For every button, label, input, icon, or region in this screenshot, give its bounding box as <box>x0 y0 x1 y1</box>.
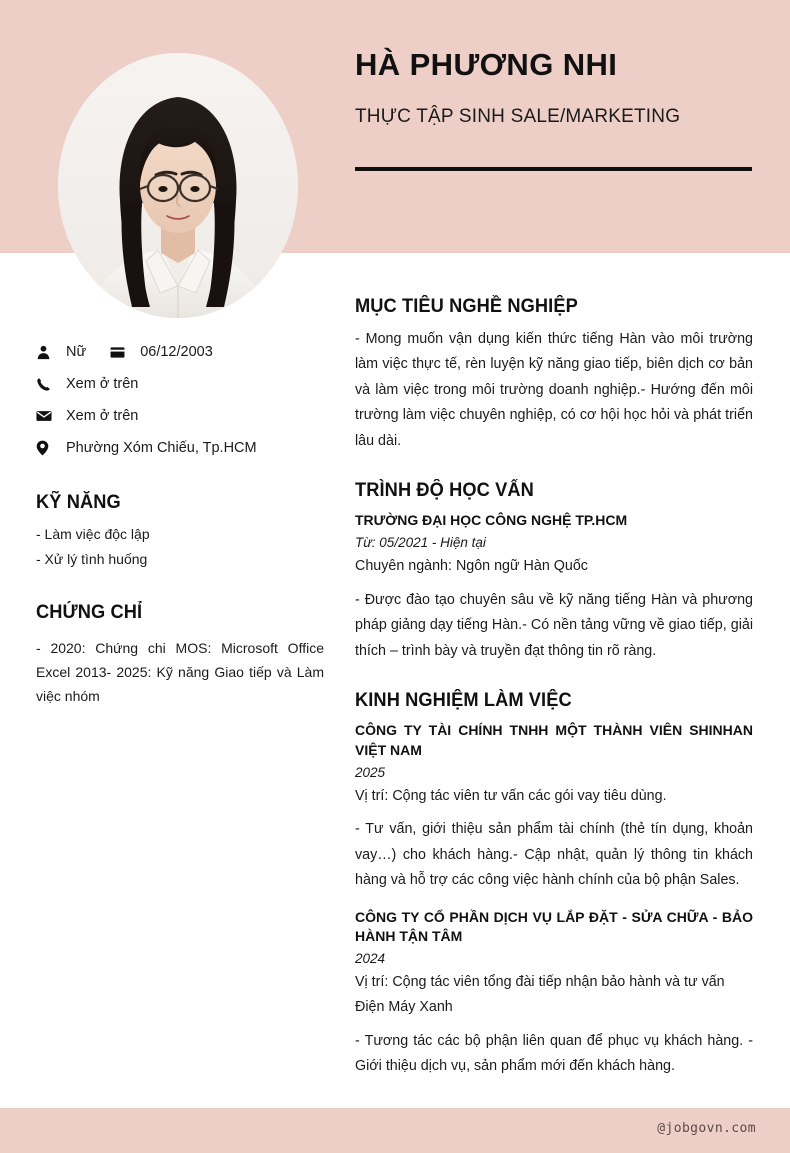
page-title: HÀ PHƯƠNG NHI <box>355 47 618 82</box>
contact-item-address <box>36 440 257 456</box>
experience-company: CÔNG TY TÀI CHÍNH TNHH MỘT THÀNH VIÊN SHINHAN VIỆT NAM <box>355 721 753 758</box>
education-heading: TRÌNH ĐỘ HỌC VẤN <box>355 480 534 502</box>
experience-entry <box>355 721 753 894</box>
experience-company: CÔNG TY CỔ PHẦN DỊCH VỤ LẮP ĐẶT - SỬA CHỮA - BẢO HÀNH TẬN TÂM <box>355 908 753 945</box>
contact-item-birthday <box>110 344 213 360</box>
certificates-heading: CHỨNG CHỈ <box>36 601 143 623</box>
education-major: Chuyên ngành: Ngôn ngữ Hàn Quốc <box>355 558 588 575</box>
person-icon <box>36 345 56 360</box>
objective-text: - Mong muốn vận dụng kiến thức tiếng Hàn vào môi trường làm việc thực tế, rèn luyện kỹ năng giao tiếp, biên dịch cơ bản và làm việc trong môi trường doanh nghiệp.- Hướng đến môi trường làm việc chuyên nghiệp, có cơ hội học hỏi và phát triển lâu dài. <box>355 331 753 449</box>
experience-entry <box>355 908 753 1080</box>
experience-description: - Tư vấn, giới thiệu sản phẩm tài chính (thẻ tín dụng, khoản vay…) cho khách hàng.- Cập nhật, quản lý thông tin khách hàng và hỗ trợ các công việc hành chính của bộ phận Sales. <box>355 821 753 889</box>
calendar-icon <box>110 346 130 359</box>
skill-item: - Xử lý tình huống <box>36 551 148 568</box>
location-pin-icon <box>36 440 56 456</box>
contact-item-phone <box>36 376 138 392</box>
contact-row-address <box>36 432 324 464</box>
contact-item-gender <box>36 344 86 360</box>
contact-value-email: Xem ở trên <box>66 408 139 424</box>
contact-row-phone <box>36 368 324 400</box>
education-school: TRƯỜNG ĐẠI HỌC CÔNG NGHỆ TP.HCM <box>355 512 628 529</box>
contact-value-phone: Xem ở trên <box>66 376 139 392</box>
objective-heading: MỤC TIÊU NGHỀ NGHIỆP <box>355 296 578 317</box>
education-period: Từ: 05/2021 - Hiện tại <box>355 535 486 551</box>
job-title-subtitle: THỰC TẬP SINH SALE/MARKETING <box>355 106 681 128</box>
skills-heading: KỸ NĂNG <box>36 492 121 513</box>
experience-year: 2024 <box>355 951 386 967</box>
education-section <box>355 480 753 664</box>
header-divider <box>355 167 752 171</box>
sidebar-column <box>36 336 324 708</box>
contact-value-address: Phường Xóm Chiếu, Tp.HCM <box>66 440 257 456</box>
contact-item-email <box>36 408 138 424</box>
skill-item: - Làm việc độc lập <box>36 526 150 542</box>
header-text-block <box>355 48 755 128</box>
contact-info-list <box>36 336 324 464</box>
avatar <box>58 53 298 318</box>
phone-icon <box>36 377 56 392</box>
education-description: - Được đào tạo chuyên sâu về kỹ năng tiếng Hàn và phương pháp giảng dạy tiếng Hàn.- Có nền tảng vững về giao tiếp, giải thích – trình bày và truyền đạt thông tin rõ ràng. <box>355 591 753 659</box>
experience-heading: KINH NGHIỆM LÀM VIỆC <box>355 689 572 711</box>
experience-position: Vị trí: Cộng tác viên tổng đài tiếp nhận bảo hành và tư vấn Điện Máy Xanh <box>355 974 725 1015</box>
experience-section <box>355 690 753 1079</box>
contact-row-gender-birthday <box>36 336 324 368</box>
certificates-section <box>36 602 324 708</box>
contact-value-birthday: 06/12/2003 <box>140 344 213 360</box>
email-icon <box>36 410 56 422</box>
watermark: @jobgovn.com <box>657 1121 756 1136</box>
experience-description: - Tương tác các bộ phận liên quan để phục vụ khách hàng. - Giới thiệu dịch vụ, sản phẩm mới đến khách hàng. <box>355 1032 753 1074</box>
certificates-text: - 2020: Chứng chi MOS: Microsoft Office Excel 2013- 2025: Kỹ năng Giao tiếp và Làm việc nhóm <box>36 639 324 704</box>
contact-row-email <box>36 400 324 432</box>
footer-pink-band <box>0 1108 790 1153</box>
skills-section <box>36 492 324 570</box>
main-column <box>355 296 753 1079</box>
contact-value-gender: Nữ <box>66 344 87 360</box>
experience-position: Vị trí: Cộng tác viên tư vấn các gói vay tiêu dùng. <box>355 787 667 804</box>
experience-year: 2025 <box>355 764 386 780</box>
objective-section <box>355 296 753 454</box>
